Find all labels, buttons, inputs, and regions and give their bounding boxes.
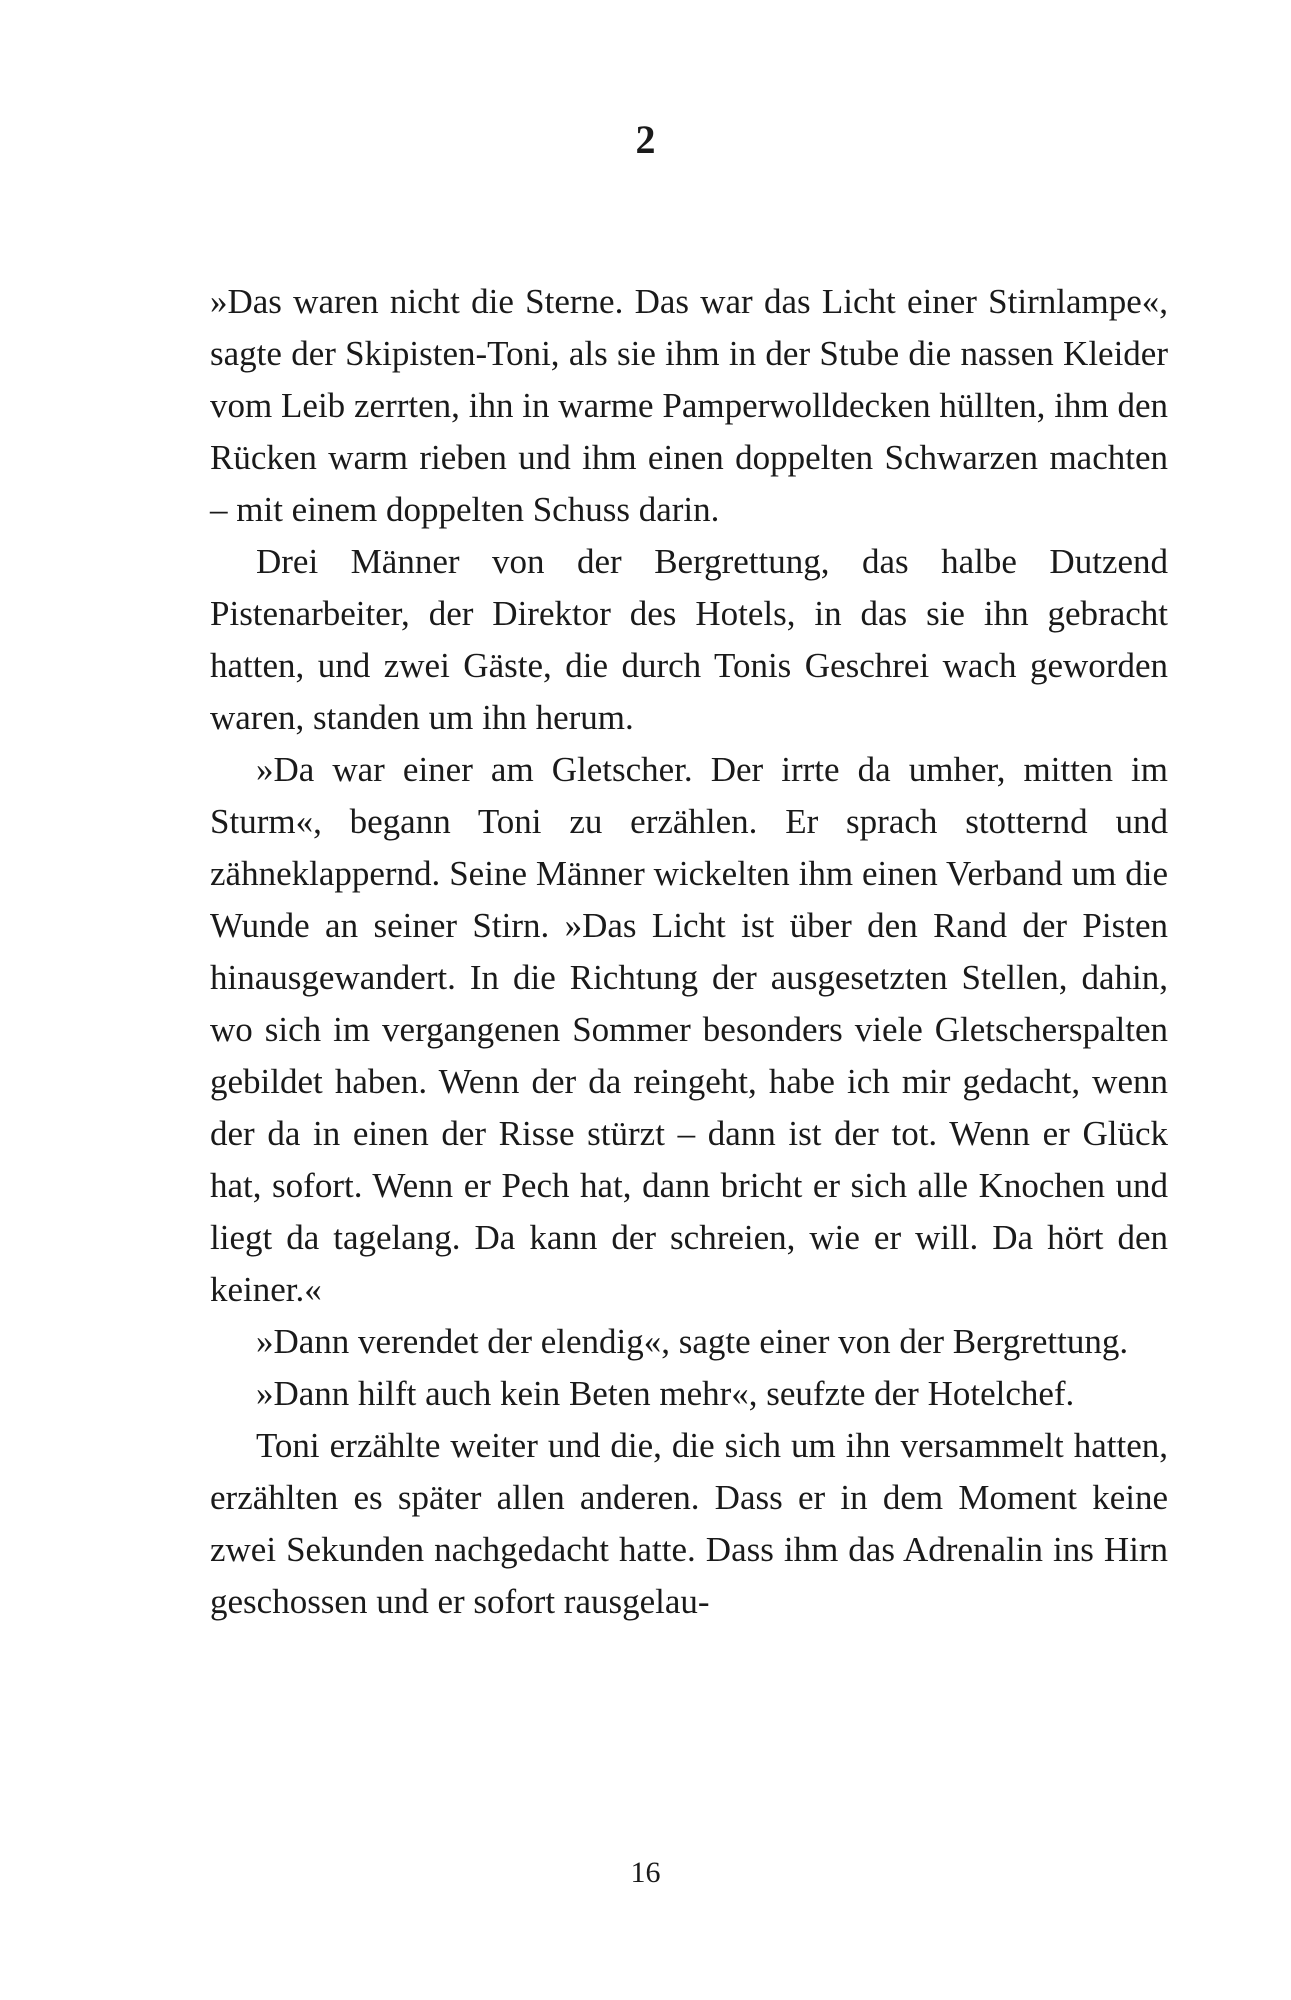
paragraph: »Dann verendet der elendig«, sagte einer von der Bergrettung.	[256, 1322, 1129, 1361]
paragraph: »Das waren nicht die Sterne. Das war das Licht einer Stirnlampe«, sagte der Skipisten-Toni, als sie ihm in der Stube die nassen Kleider vom Leib zerrten, ihn in warme Pamperwolldecken hüllten, ihm den Rücken warm rieben und ihm einen doppelten Schwarzen machten – mit einem doppelten Schuss darin.	[210, 282, 1168, 529]
paragraph: »Dann hilft auch kein Beten mehr«, seufzte der Hotelchef.	[256, 1374, 1075, 1413]
page-number: 16	[630, 1856, 661, 1889]
body-text	[210, 276, 1168, 1628]
chapter-number: 2	[635, 117, 656, 162]
paragraph: Toni erzählte weiter und die, die sich um ihn versammelt hatten, erzählten es später allen anderen. Dass er in dem Moment keine zwei Sekunden nachgedacht hatte. Dass ihm das Adrenalin ins Hirn geschossen und er sofort rausgelau-	[210, 1426, 1168, 1621]
paragraph: Drei Männer von der Bergrettung, das halbe Dutzend Pistenarbeiter, der Direktor des Hotels, in das sie ihn gebracht hatten, und zwei Gäste, die durch Tonis Geschrei wach geworden waren, standen um ihn herum.	[210, 542, 1168, 737]
paragraph: »Da war einer am Gletscher. Der irrte da umher, mitten im Sturm«, begann Toni zu erzählen. Er sprach stotternd und zähneklappernd. Seine Männer wickelten ihm einen Verband um die Wunde an seiner Stirn. »Das Licht ist über den Rand der Pisten hinausgewandert. In die Richtung der ausgesetzten Stellen, dahin, wo sich im vergangenen Sommer besonders viele Gletscherspalten gebildet haben. Wenn der da reingeht, habe ich mir gedacht, wenn der da in einen der Risse stürzt – dann ist der tot. Wenn er Glück hat, sofort. Wenn er Pech hat, dann bricht er sich alle Knochen und liegt da tagelang. Da kann der schreien, wie er will. Da hört den keiner.«	[210, 750, 1168, 1309]
